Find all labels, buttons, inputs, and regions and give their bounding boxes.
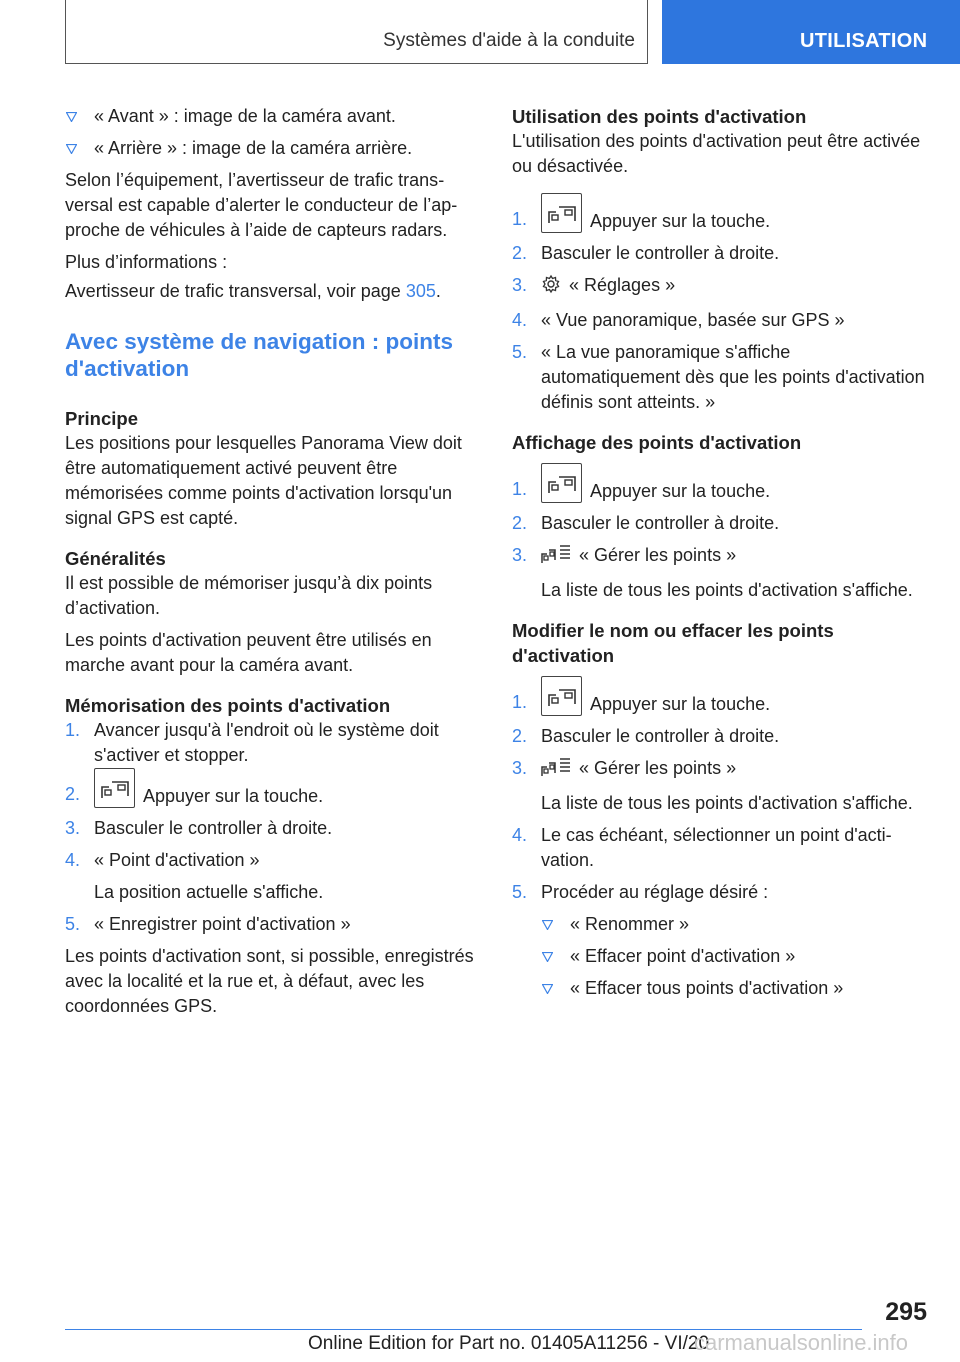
step-result: La liste de tous les points d'activation s'affiche. xyxy=(541,580,913,600)
left-column xyxy=(65,104,480,1026)
camera-button-icon xyxy=(541,676,582,716)
camera-button-icon xyxy=(541,463,582,503)
list-item: « Arrière » : image de la caméra arrière. xyxy=(65,136,480,161)
list-item: « Effacer point d'activation » xyxy=(541,944,928,969)
watermark: carmanualsonline.info xyxy=(694,1330,909,1355)
step-item: 5. « La vue panoramique s'affiche automatiquement dès que les points d'activation définis sont atteints. » xyxy=(512,342,925,412)
step-item: 3. Basculer le controller à droite. xyxy=(65,818,333,838)
gear-icon xyxy=(541,274,561,301)
subheading: Principe xyxy=(65,408,138,429)
header-section-box xyxy=(65,0,648,64)
step-item: 3. « Gérer les points » xyxy=(512,543,928,571)
paragraph: L'utilisation des points d'activation peut être activée ou désactivée. xyxy=(512,131,921,176)
camera-button-icon xyxy=(541,193,582,233)
subheading: Généralités xyxy=(65,548,166,569)
step-item: 2. Basculer le controller à droite. xyxy=(512,726,780,746)
triangle-bullet-icon xyxy=(65,136,77,161)
subheading: Utilisation des points d'activation xyxy=(512,106,807,127)
step-item: 2. Basculer le controller à droite. xyxy=(512,513,780,533)
camera-button-icon xyxy=(94,768,135,808)
header-section-title: Systèmes d'aide à la conduite xyxy=(383,30,635,51)
step-item: 2. Basculer le controller à droite. xyxy=(512,243,780,263)
triangle-bullet-icon xyxy=(541,912,553,937)
paragraph: Plus d’informations : xyxy=(65,252,228,272)
subheading: Modifier le nom ou effacer les points d'activation xyxy=(512,620,834,666)
step-item: 4. Le cas échéant, sélectionner un point d'activation. xyxy=(512,825,892,870)
header-chapter-tab xyxy=(662,0,960,64)
footer-edition: Online Edition for Part no. 01405A11256 - VI/20 xyxy=(308,1333,710,1354)
step-item: 4. « Vue panoramique, basée sur GPS » xyxy=(512,310,845,330)
step-item: 5. « Enregistrer point d'activation » xyxy=(65,914,351,934)
page-link[interactable]: 305 xyxy=(405,281,436,301)
step-item: 1. Avancer jusqu'à l'endroit où le système doit s'activer et stopper. xyxy=(65,720,439,765)
triangle-bullet-icon xyxy=(65,104,77,129)
triangle-bullet-icon xyxy=(541,944,553,969)
list-item: « Avant » : image de la caméra avant. xyxy=(65,104,480,129)
list-item: « Renommer » xyxy=(541,912,928,937)
right-column xyxy=(512,104,928,1008)
step-item: 1. Appuyer sur la touche. xyxy=(512,469,928,504)
section-heading: Avec système de navigation : points d'activation xyxy=(65,329,454,381)
step-item: 1. Appuyer sur la touche. xyxy=(512,199,928,234)
paragraph: Avertisseur de trafic transversal, voir page 305. xyxy=(65,281,441,301)
header-chapter-title: UTILISATION xyxy=(800,30,928,52)
step-item: 3. « Gérer les points » xyxy=(512,756,928,784)
step-item: 2. Appuyer sur la touche. xyxy=(65,782,480,809)
paragraph: Les positions pour lesquelles Panorama View doit être automatiquement activé peuvent être mémorisées comme points d'activation lorsqu'un signal GPS est capté. xyxy=(65,433,462,528)
paragraph: Selon l’équipement, l’avertisseur de trafic transversal est capable d’alerter le conducteur de l’approche de véhicules à l’aide de capteurs radars. xyxy=(65,170,458,240)
panorama-list-icon xyxy=(541,544,571,571)
triangle-bullet-icon xyxy=(541,976,553,1001)
subheading: Affichage des points d'activation xyxy=(512,432,802,453)
paragraph: Il est possible de mémoriser jusqu’à dix points d’activation. xyxy=(65,573,433,618)
step-item: 3. « Réglages » xyxy=(512,273,928,301)
paragraph: Les points d'activation peuvent être utilisés en marche avant pour la caméra avant. xyxy=(65,630,432,675)
step-item: 5. Procéder au réglage désiré : xyxy=(512,882,769,902)
step-result: La liste de tous les points d'activation s'affiche. xyxy=(541,793,913,813)
list-item: « Effacer tous points d'activation » xyxy=(541,976,928,1001)
step-item: 4. « Point d'activation » xyxy=(65,850,260,870)
page-number: 295 xyxy=(885,1298,927,1326)
step-result: La position actuelle s'affiche. xyxy=(94,882,324,902)
paragraph: Les points d'activation sont, si possible, enregistrés avec la localité et la rue et, à défaut, avec les coordonnées GPS. xyxy=(65,946,474,1016)
panorama-list-icon xyxy=(541,757,571,784)
step-item: 1. Appuyer sur la touche. xyxy=(512,682,928,717)
subheading: Mémorisation des points d'activation xyxy=(65,695,391,716)
